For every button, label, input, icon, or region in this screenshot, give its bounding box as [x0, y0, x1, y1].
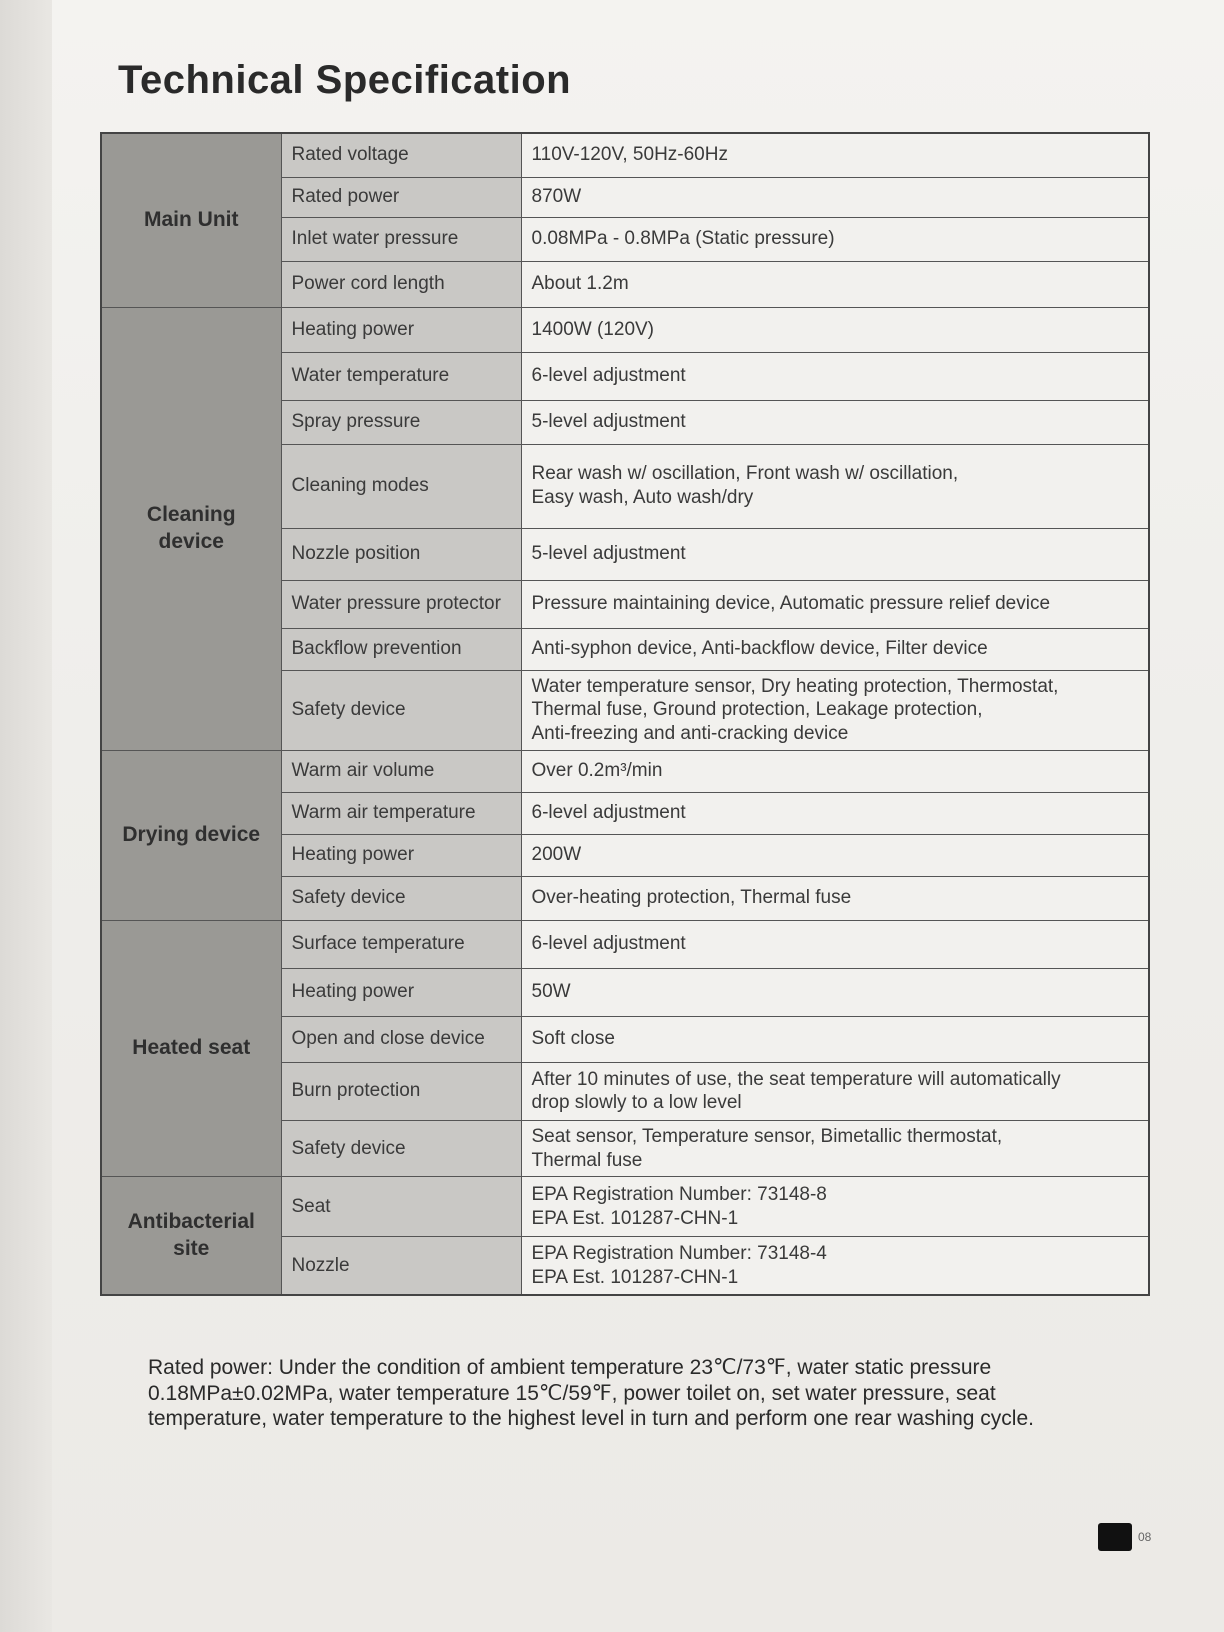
param-name: Water pressure protector — [281, 580, 521, 628]
section-label: Cleaning device — [101, 307, 281, 750]
param-name: Rated voltage — [281, 133, 521, 177]
param-name: Safety device — [281, 670, 521, 750]
spec-row — [101, 1177, 1149, 1237]
param-name: Surface temperature — [281, 920, 521, 968]
facing-page-edge — [0, 0, 53, 1632]
param-value: Pressure maintaining device, Automatic pressure relief device — [521, 580, 1149, 628]
section-label: Heated seat — [101, 920, 281, 1177]
param-name: Heating power — [281, 968, 521, 1016]
param-value: 870W — [521, 177, 1149, 217]
section-label: Main Unit — [101, 133, 281, 307]
param-name: Heating power — [281, 307, 521, 352]
param-value: 6-level adjustment — [521, 920, 1149, 968]
spec-row — [101, 133, 1149, 177]
param-value: EPA Registration Number: 73148-4 EPA Est. 101287-CHN-1 — [521, 1237, 1149, 1295]
spec-table — [100, 132, 1150, 1296]
param-value: Over-heating protection, Thermal fuse — [521, 876, 1149, 920]
param-name: Safety device — [281, 876, 521, 920]
param-name: Nozzle position — [281, 528, 521, 580]
param-value: Rear wash w/ oscillation, Front wash w/ oscillation, Easy wash, Auto wash/dry — [521, 444, 1149, 528]
param-name: Power cord length — [281, 261, 521, 307]
page-number: 08 — [1138, 1530, 1152, 1544]
param-name: Cleaning modes — [281, 444, 521, 528]
param-value: EPA Registration Number: 73148-8 EPA Est. 101287-CHN-1 — [521, 1177, 1149, 1237]
param-value: Seat sensor, Temperature sensor, Bimetallic thermostat, Thermal fuse — [521, 1120, 1149, 1177]
param-value: After 10 minutes of use, the seat temperature will automatically drop slowly to a low level — [521, 1062, 1149, 1120]
param-name: Open and close device — [281, 1016, 521, 1062]
page-title: Technical Specification — [118, 58, 572, 102]
section-label: Drying device — [101, 750, 281, 920]
spec-row — [101, 750, 1149, 792]
param-name: Backflow prevention — [281, 628, 521, 670]
spec-row — [101, 307, 1149, 352]
footnote: Rated power: Under the condition of ambient temperature 23℃/73℉, water static pressure 0.18MPa±0.02MPa, water temperature 15℃/59℉, power toilet on, set water pressure, seat temperature, water temperature to the highest level in turn and perform one rear washing cycle. — [148, 1356, 1034, 1431]
spec-row — [101, 920, 1149, 968]
param-name: Seat — [281, 1177, 521, 1237]
param-value: Soft close — [521, 1016, 1149, 1062]
page-tab-mark — [1098, 1523, 1132, 1551]
param-name: Safety device — [281, 1120, 521, 1177]
section-label: Antibacterial site — [101, 1177, 281, 1295]
param-value: 6-level adjustment — [521, 352, 1149, 400]
param-value: 50W — [521, 968, 1149, 1016]
param-value: 0.08MPa - 0.8MPa (Static pressure) — [521, 217, 1149, 261]
param-value: Over 0.2m³/min — [521, 750, 1149, 792]
param-value: 5-level adjustment — [521, 400, 1149, 444]
param-value: Water temperature sensor, Dry heating protection, Thermostat, Thermal fuse, Ground protection, Leakage protection, Anti-freezing and anti-cracking device — [521, 670, 1149, 750]
param-value: 200W — [521, 834, 1149, 876]
param-name: Heating power — [281, 834, 521, 876]
param-name: Warm air volume — [281, 750, 521, 792]
param-name: Nozzle — [281, 1237, 521, 1295]
param-name: Warm air temperature — [281, 792, 521, 834]
param-name: Rated power — [281, 177, 521, 217]
param-value: 1400W (120V) — [521, 307, 1149, 352]
param-name: Burn protection — [281, 1062, 521, 1120]
param-name: Water temperature — [281, 352, 521, 400]
param-value: About 1.2m — [521, 261, 1149, 307]
param-name: Inlet water pressure — [281, 217, 521, 261]
param-value: 5-level adjustment — [521, 528, 1149, 580]
param-name: Spray pressure — [281, 400, 521, 444]
param-value: 110V-120V, 50Hz-60Hz — [521, 133, 1149, 177]
param-value: 6-level adjustment — [521, 792, 1149, 834]
param-value: Anti-syphon device, Anti-backflow device, Filter device — [521, 628, 1149, 670]
